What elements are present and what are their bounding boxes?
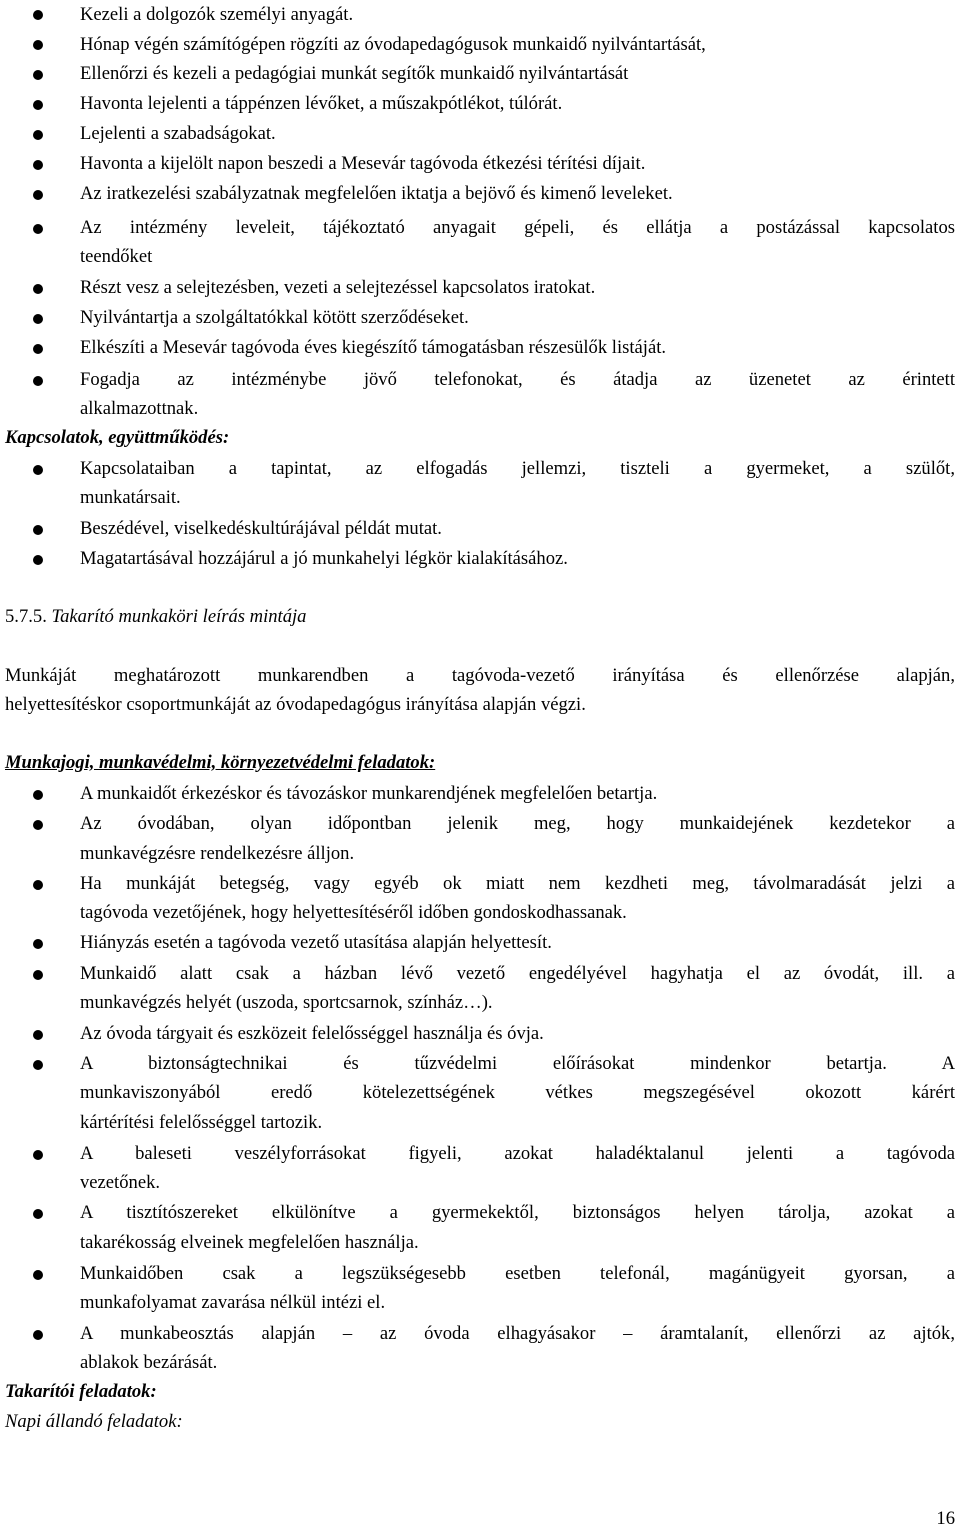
page-number: 16	[936, 1508, 955, 1529]
bullet	[33, 1030, 43, 1040]
list-item-line: tagóvoda vezetőjének, hogy helyettesítéséről időben gondoskodhassanak.	[80, 902, 627, 923]
list-item: Hónap végén számítógépen rögzíti az óvodapedagógusok munkaidő nyilvántartását,	[80, 34, 706, 55]
list-item-line: vezetőnek.	[80, 1172, 161, 1193]
list-item: Hiányzás esetén a tagóvoda vezető utasítása alapján helyettesít.	[80, 932, 552, 953]
bullet	[33, 465, 43, 475]
list-item-line: alkalmazottnak.	[80, 398, 199, 419]
bullet	[33, 376, 43, 386]
bullet	[33, 344, 43, 354]
section-title	[5, 606, 306, 628]
bullet	[33, 555, 43, 565]
list-item-line: teendőket	[80, 246, 153, 267]
list-item: Ellenőrzi és kezeli a pedagógiai munkát segítők munkaidő nyilvántartását	[80, 63, 629, 84]
bullet	[33, 1209, 43, 1219]
bullet	[33, 880, 43, 890]
bullet	[33, 820, 43, 830]
bullet	[33, 970, 43, 980]
list-item: Kezeli a dolgozók személyi anyagát.	[80, 4, 354, 25]
bullet	[33, 224, 43, 234]
list-item: Nyilvántartja a szolgáltatókkal kötött szerződéseket.	[80, 307, 469, 328]
paragraph-line: helyettesítéskor csoportmunkáját az óvodapedagógus irányítása alapján végzi.	[5, 694, 586, 715]
bullet	[33, 790, 43, 800]
list-item: Az óvoda tárgyait és eszközeit felelősséggel használja és óvja.	[80, 1023, 544, 1044]
list-item-line: Munkaidőben csak a legszükségesebb esetben telefonál, magánügyeit gyorsan, a	[80, 1263, 955, 1284]
bullet	[33, 160, 43, 170]
list-item-line: takarékosság elveinek megfelelően használja.	[80, 1232, 419, 1253]
bullet	[33, 100, 43, 110]
list-item-line: munkatársait.	[80, 487, 181, 508]
list-item-line: Az intézmény leveleit, tájékoztató anyagait gépeli, és ellátja a postázással kapcsolatos	[80, 217, 955, 238]
list-item-line: kártérítési felelősséggel tartozik.	[80, 1112, 323, 1133]
list-item: Beszédével, viselkedéskultúrájával példát mutat.	[80, 518, 442, 539]
section-heading: Kapcsolatok, együttműködés:	[5, 427, 230, 448]
bullet	[33, 1330, 43, 1340]
bullet	[33, 130, 43, 140]
bullet	[33, 525, 43, 535]
list-item: Havonta lejelenti a táppénzen lévőket, a műszakpótlékot, túlórát.	[80, 93, 563, 114]
section-heading: Munkajogi, munkavédelmi, környezetvédelmi feladatok:	[5, 752, 436, 773]
list-item: Havonta a kijelölt napon beszedi a Mesevár tagóvoda étkezési térítési díjait.	[80, 153, 646, 174]
list-item-line: A biztonságtechnikai és tűzvédelmi előírásokat mindenkor betartja. A	[80, 1053, 955, 1074]
list-item: A munkaidőt érkezéskor és távozáskor munkarendjének megfelelően betartja.	[80, 783, 658, 804]
bullet	[33, 939, 43, 949]
list-item: Lejelenti a szabadságokat.	[80, 123, 276, 144]
bullet	[33, 10, 43, 20]
list-item-line: A munkabeosztás alapján – az óvoda elhagyásakor – áramtalanít, ellenőrzi az ajtók,	[80, 1323, 955, 1344]
list-item-line: A tisztítószereket elkülönítve a gyermekektől, biztonságos helyen tárolja, azokat a	[80, 1202, 955, 1223]
bullet	[33, 40, 43, 50]
list-item-line: munkafolyamat zavarása nélkül intézi el.	[80, 1292, 386, 1313]
section-heading: Takarítói feladatok:	[5, 1381, 157, 1402]
bullet	[33, 1060, 43, 1070]
subsection-heading: Napi állandó feladatok:	[5, 1411, 183, 1432]
bullet	[33, 1150, 43, 1160]
list-item-line: munkavégzés helyét (uszoda, sportcsarnok, színház…).	[80, 992, 493, 1013]
bullet	[33, 70, 43, 80]
list-item-line: Ha munkáját betegség, vagy egyéb ok miatt nem kezdheti meg, távolmaradását jelzi a	[80, 873, 955, 894]
bullet	[33, 284, 43, 294]
bullet	[33, 190, 43, 200]
bullet	[33, 314, 43, 324]
list-item-line: Az óvodában, olyan időpontban jelenik meg, hogy munkaidejének kezdetekor a	[80, 813, 955, 834]
list-item: Magatartásával hozzájárul a jó munkahelyi légkör kialakításához.	[80, 548, 568, 569]
list-item-line: Munkaidő alatt csak a házban lévő vezető engedélyével hagyhatja el az óvodát, ill. a	[80, 963, 955, 984]
list-item-line: A baleseti veszélyforrásokat figyeli, azokat haladéktalanul jelenti a tagóvoda	[80, 1143, 955, 1164]
list-item-line: munkaviszonyából eredő kötelezettségének vétkes megszegésével okozott kárért	[80, 1082, 955, 1103]
list-item-line: munkavégzésre rendelkezésre álljon.	[80, 843, 355, 864]
section-title-text: Takarító munkaköri leírás mintája	[51, 606, 307, 627]
list-item-line: ablakok bezárását.	[80, 1352, 218, 1373]
list-item-line: Kapcsolataiban a tapintat, az elfogadás jellemzi, tiszteli a gyermeket, a szülőt,	[80, 458, 955, 479]
list-item: Elkészíti a Mesevár tagóvoda éves kiegészítő támogatásban részesülők listáját.	[80, 337, 667, 358]
list-item: Az iratkezelési szabályzatnak megfelelően iktatja a bejövő és kimenő leveleket.	[80, 183, 673, 204]
list-item-line: Fogadja az intézménybe jövő telefonokat, és átadja az üzenetet az érintett	[80, 369, 955, 390]
paragraph-line: Munkáját meghatározott munkarendben a tagóvoda-vezető irányítása és ellenőrzése alapján,	[5, 665, 955, 686]
list-item: Részt vesz a selejtezésben, vezeti a selejtezéssel kapcsolatos iratokat.	[80, 277, 596, 298]
section-number: 5.7.5.	[5, 606, 47, 627]
bullet	[33, 1270, 43, 1280]
